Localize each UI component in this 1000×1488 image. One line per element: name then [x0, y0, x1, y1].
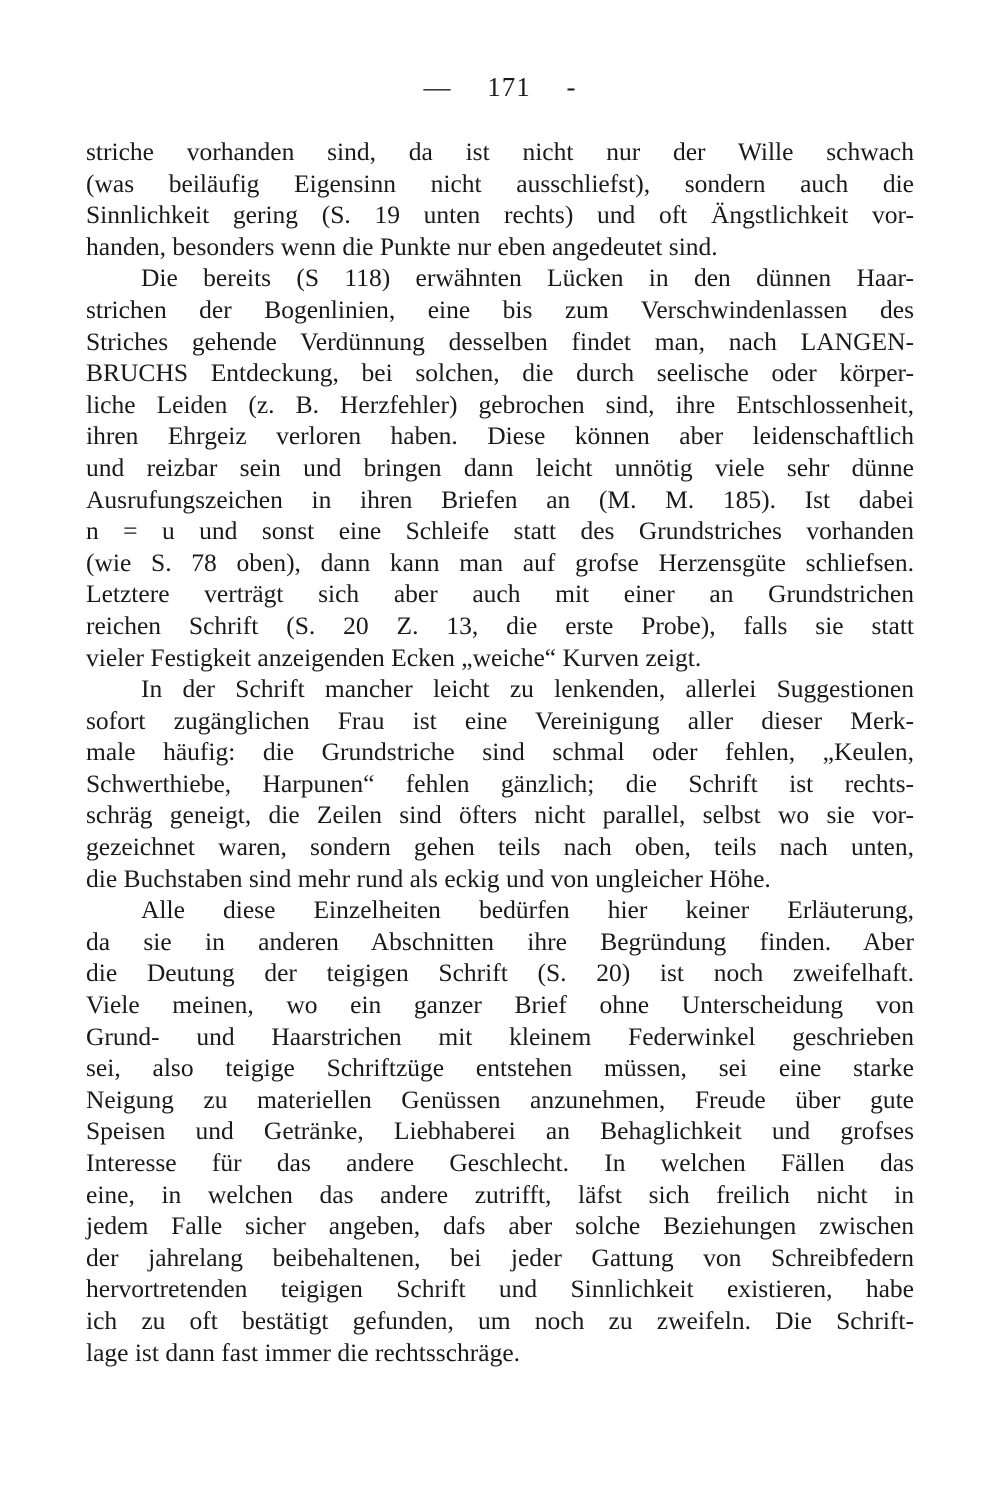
text-line: Sinnlichkeit gering (S. 19 unten rechts) und oft Ängstlichkeit vor- [86, 200, 914, 230]
page-number: 171 [487, 72, 531, 102]
text-line: Interesse für das andere Geschlecht. In welchen Fällen das [86, 1148, 914, 1177]
text-line: n = u und sonst eine Schleife statt des Grundstriches vorhanden [86, 516, 914, 546]
text-line: (wie S. 78 oben), dann kann man auf grofse Herzensgüte schliefsen. [86, 547, 914, 577]
text-line: ihren Ehrgeiz verloren haben. Diese können aber leidenschaftlich [86, 421, 914, 451]
text-line: der jahrelang beibehaltenen, bei jeder Gattung von Schreibfedern [86, 1242, 914, 1272]
text-line: Letztere verträgt sich aber auch mit einer an Grundstrichen [86, 579, 914, 609]
text-line: sofort zugänglichen Frau ist eine Vereinigung aller dieser Merk- [86, 705, 914, 735]
text-line: Neigung zu materiellen Genüssen anzunehmen, Freude über gute [86, 1084, 914, 1114]
text-line: vieler Festigkeit anzeigenden Ecken „weiche“ Kurven zeigt. [86, 642, 702, 672]
text-line: Schwerthiebe, Harpunen“ fehlen gänzlich; die Schrift ist rechts- [86, 768, 914, 798]
text-line: hervortretenden teigigen Schrift und Sinnlichkeit existieren, habe [86, 1274, 914, 1304]
text-line: BRUCHS Entdeckung, bei solchen, die durch seelische oder körper- [86, 358, 914, 388]
text-line: Speisen und Getränke, Liebhaberei an Behaglichkeit und grofses [86, 1116, 914, 1146]
text-line: male häufig: die Grundstriche sind schmal oder fehlen, „Keulen, [86, 737, 914, 767]
text-line: lage ist dann fast immer die rechtsschräge. [86, 1337, 521, 1367]
text-line: gezeichnet waren, sondern gehen teils nach oben, teils nach unten, [86, 832, 914, 862]
text-line: die Deutung der teigigen Schrift (S. 20) ist noch zweifelhaft. [86, 958, 914, 988]
text-line: reichen Schrift (S. 20 Z. 13, die erste Probe), falls sie statt [86, 610, 914, 640]
text-line: und reizbar sein und bringen dann leicht unnötig viele sehr dünne [86, 452, 914, 482]
text-line: Viele meinen, wo ein ganzer Brief ohne Unterscheidung von [86, 990, 914, 1020]
text-line: Ausrufungszeichen in ihren Briefen an (M. M. 185). Ist dabei [86, 484, 914, 514]
text-line: da sie in anderen Abschnitten ihre Begründung finden. Aber [86, 926, 914, 956]
text-line: (was beiläufig Eigensinn nicht ausschliefst), sondern auch die [86, 168, 914, 198]
text-line: eine, in welchen das andere zutrifft, läfst sich freilich nicht in [86, 1179, 914, 1209]
text-line: die Buchstaben sind mehr rund als eckig und von ungleicher Höhe. [86, 863, 771, 893]
header-dash-right: - [566, 72, 577, 102]
text-line: handen, besonders wenn die Punkte nur eben angedeutet sind. [86, 231, 718, 261]
page-header [0, 72, 1000, 103]
text-line: ich zu oft bestätigt gefunden, um noch zu zweifeln. Die Schrift- [86, 1305, 914, 1335]
text-line: schräg geneigt, die Zeilen sind öfters nicht parallel, selbst wo sie vor- [86, 800, 914, 830]
text-line: Grund- und Haarstrichen mit kleinem Federwinkel geschrieben [86, 1021, 914, 1051]
text-line: strichen der Bogenlinien, eine bis zum Verschwindenlassen des [86, 294, 914, 324]
text-line: striche vorhanden sind, da ist nicht nur der Wille schwach [86, 137, 914, 166]
paragraph-start-line: Alle diese Einzelheiten bedürfen hier keiner Erläuterung, [141, 895, 914, 925]
header-dash-left: — [423, 72, 452, 102]
text-line: sei, also teigige Schriftzüge entstehen müssen, sei eine starke [86, 1053, 914, 1083]
paragraph-start-line: In der Schrift mancher leicht zu lenkenden, allerlei Suggestionen [141, 674, 914, 704]
paragraph-start-line: Die bereits (S 118) erwähnten Lücken in den dünnen Haar- [141, 263, 914, 293]
body-text [86, 136, 914, 1368]
text-line: jedem Falle sicher angeben, dafs aber solche Beziehungen zwischen [86, 1211, 914, 1241]
text-line: liche Leiden (z. B. Herzfehler) gebrochen sind, ihre Entschlossenheit, [86, 389, 914, 419]
text-line: Striches gehende Verdünnung desselben findet man, nach LANGEN- [86, 326, 914, 356]
